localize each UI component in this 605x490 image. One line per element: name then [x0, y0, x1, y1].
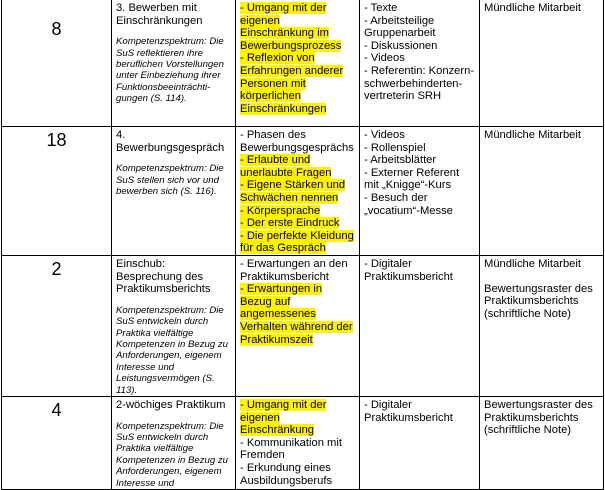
- table-row: [2, 0, 604, 127]
- content-item: - Die perfekte Kleidung für das Gespräch: [240, 229, 354, 255]
- method-item: - Diskussionen: [364, 39, 438, 52]
- method-item: - Videos: [364, 129, 405, 141]
- competence-text: Kompetenzspektrum: Die SuS entwickeln durch Praktika vielfältige Kompetenzen in Bezug zu Anforderungen, eigenem Interesse und Leistungsvermögen (S. 113).: [116, 304, 229, 396]
- assessment-cell: [480, 0, 604, 127]
- method-item: - Besuch der „vocatium“-Messe: [364, 191, 453, 217]
- topic-cell: [112, 0, 236, 127]
- topic-cell: [112, 396, 236, 489]
- content-item: - Umgang mit der eigenen Einschränkung: [240, 398, 327, 437]
- topic-title: 4. Bewerbungsgespräch: [116, 129, 225, 154]
- topic-title: 2-wöchiges Praktikum: [116, 398, 226, 411]
- assessment-item: Bewertungsraster des Praktikumsberichts (schriftliche Note): [484, 282, 593, 320]
- content-item: - Erlaubte und unerlaubte Fragen: [240, 154, 332, 179]
- content-item: - Reflexion von Erfahrungen anderer Personen mit körperlichen Einschränkungen: [240, 52, 344, 115]
- content-item: - Eigene Stärken und Schwächen nennen: [240, 179, 346, 204]
- method-item: - Texte: [364, 2, 398, 14]
- assessment-item: Bewertungsraster des Praktikumsberichts (schriftliche Note): [484, 398, 593, 437]
- methods-cell: [360, 127, 480, 256]
- methods-cell: [360, 255, 480, 396]
- hours-cell: 4: [2, 396, 112, 489]
- content-cell: [236, 255, 360, 396]
- assessment-item: Mündliche Mitarbeit: [484, 2, 582, 14]
- content-cell: [236, 0, 360, 127]
- content-item: - Kommunikation mit Fremden: [240, 436, 342, 462]
- methods-cell: [360, 0, 480, 127]
- competence-text: Kompetenzspektrum: Die SuS entwickeln durch Praktika vielfältige Kompetenzen in Bezug zu Anforderungen, eigenem Interesse und: [116, 420, 229, 489]
- methods-cell: [360, 396, 480, 489]
- competence-text: Kompetenzspektrum: Die SuS reflektieren ihre beruflichen Vorstellungen unter Einbeziehung ihrer Funktionsbeeinträchti-gungen (S. 114).: [116, 36, 224, 105]
- content-item: - Phasen des Bewerbungsgesprächs: [240, 129, 354, 154]
- method-item: - Referentin: Konzern-schwerbehinderten-vertreterin SRH: [364, 64, 475, 103]
- assessment-cell: [480, 127, 604, 256]
- content-item: - Der erste Eindruck: [240, 217, 340, 230]
- topic-title: 3. Bewerben mit Einschränkungen: [116, 2, 203, 27]
- table-row: [2, 396, 604, 489]
- curriculum-table: [1, 0, 604, 490]
- content-item: - Umgang mit der eigenen Einschränkung im Bewerbungsprozess: [240, 2, 342, 52]
- topic-title: Einschub: Besprechung des Praktikumsberichts: [116, 257, 211, 296]
- topic-cell: [112, 255, 236, 396]
- table-row: [2, 127, 604, 256]
- assessment-item: Mündliche Mitarbeit: [484, 129, 582, 141]
- assessment-cell: [480, 255, 604, 396]
- content-item: - Körpersprache: [240, 204, 321, 217]
- method-item: - Arbeitsblätter: [364, 154, 437, 167]
- content-cell: [236, 396, 360, 489]
- hours-cell: 8: [2, 0, 112, 127]
- assessment-item: Mündliche Mitarbeit: [484, 257, 582, 270]
- content-item: - Erwartungen in Bezug auf angemessenes Verhalten während der Praktikumszeit: [240, 283, 353, 346]
- method-item: - Videos: [364, 52, 405, 65]
- method-item: - Externer Referent mit „Knigge“-Kurs: [364, 166, 460, 192]
- assessment-cell: [480, 396, 604, 489]
- content-cell: [236, 127, 360, 256]
- hours-cell: 18: [2, 127, 112, 256]
- competence-text: Kompetenzspektrum: Die SuS stellen sich vor und bewerben sich (S. 116).: [116, 163, 224, 197]
- method-item: - Rollenspiel: [364, 141, 426, 154]
- content-item: - Erkundung eines Ausbildungsberufs: [240, 461, 333, 487]
- method-item: - Digitaler Praktikumsbericht: [364, 257, 453, 283]
- method-item: - Digitaler Praktikumsbericht: [364, 398, 453, 424]
- method-item: - Arbeitsteilige Gruppenarbeit: [364, 14, 436, 40]
- table-row: [2, 255, 604, 396]
- content-item: - Erwartungen an den Praktikumsbericht: [240, 257, 348, 283]
- hours-cell: 2: [2, 255, 112, 396]
- topic-cell: [112, 127, 236, 256]
